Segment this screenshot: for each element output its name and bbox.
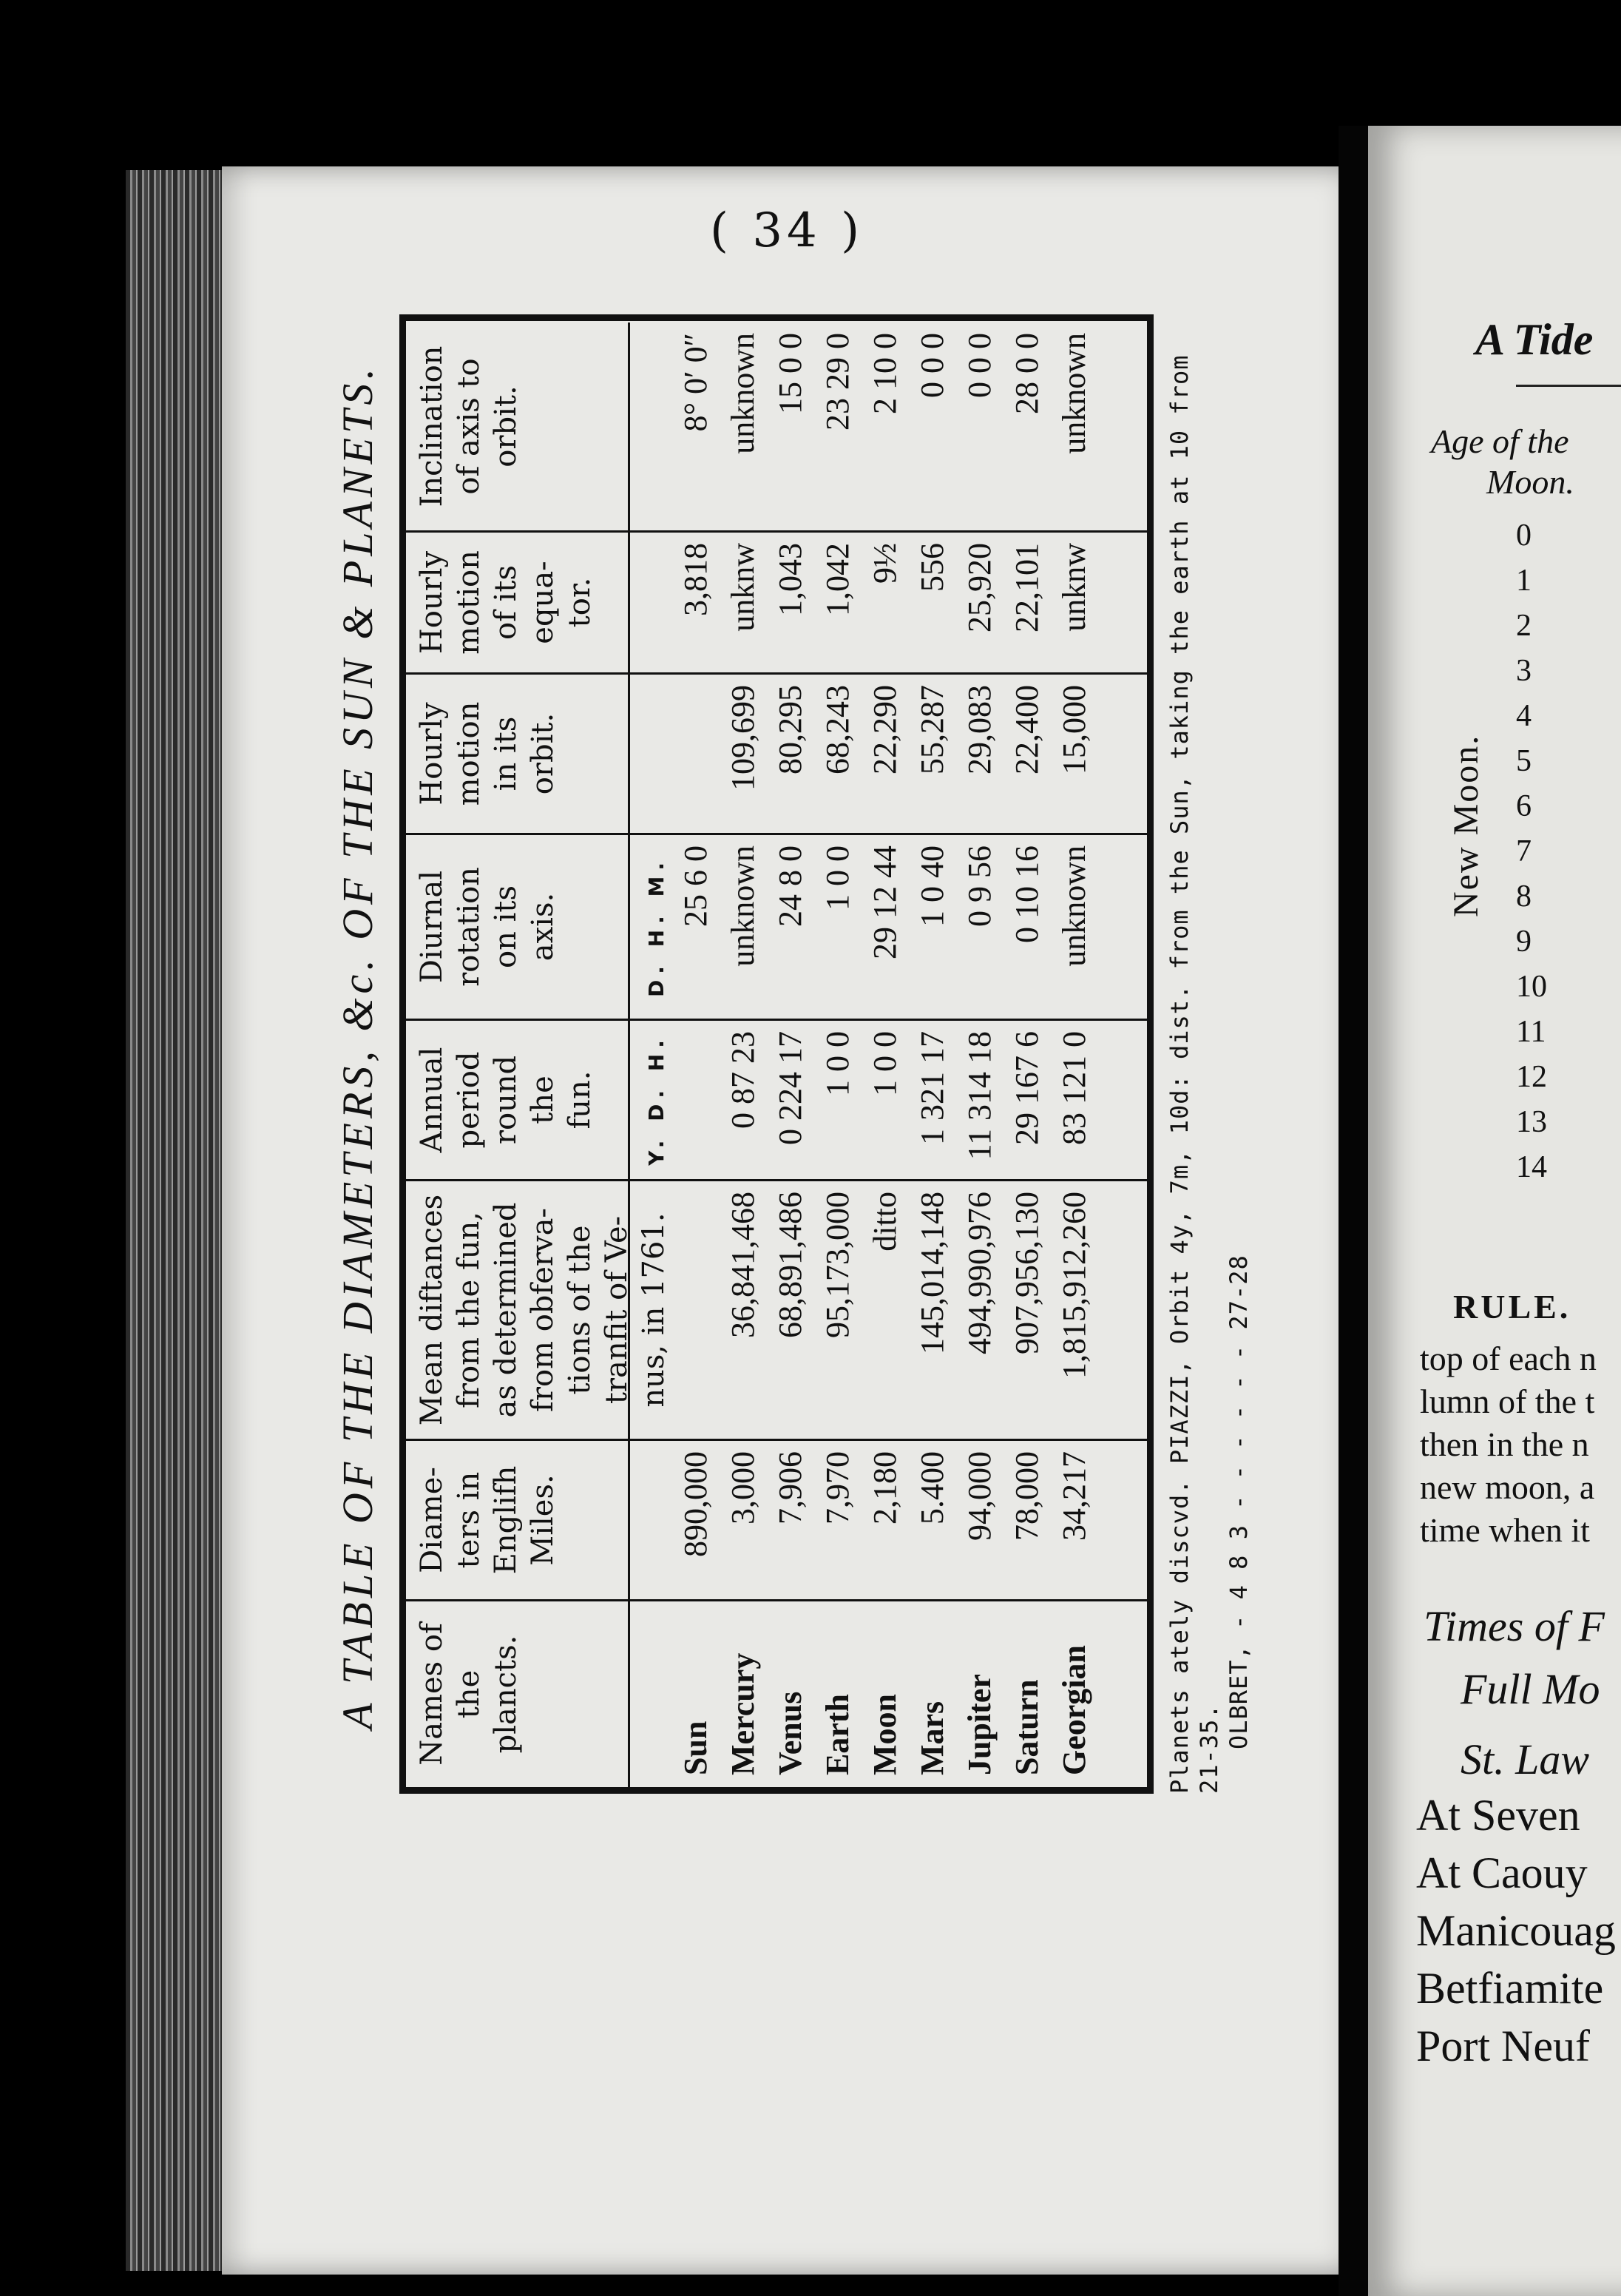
table-cell: 2,180 [867, 1451, 903, 1525]
table-cell: unknown [725, 333, 761, 454]
table-cell: 23 29 0 [819, 333, 856, 430]
table-cell: 29,083 [961, 685, 998, 774]
table-cell [672, 675, 720, 833]
table-cell: 1 0 0 [819, 1031, 856, 1096]
column-cells [672, 1021, 1098, 1179]
table-cell: 55,287 [914, 685, 950, 774]
column-header: Diurnal rotation on its axis. [415, 867, 560, 987]
table-cell [672, 1181, 720, 1439]
table-column-1 [406, 1441, 1147, 1601]
table-cell: 28 0 0 [1009, 333, 1045, 414]
table-cell: 3,000 [725, 1451, 761, 1525]
table-cell: 24 8 0 [772, 845, 808, 927]
right-page-title: A Tide [1475, 315, 1594, 364]
page-number: ( 34 ) [710, 203, 864, 258]
table-cell: 94,000 [961, 1451, 998, 1541]
table-cell: 7,970 [819, 1451, 856, 1525]
table-cell: Moon [867, 1694, 903, 1775]
header-rule [628, 1181, 630, 1439]
table-cell: 68,891,486 [772, 1192, 808, 1338]
place-name: Betfiamite [1416, 1964, 1604, 2013]
column-units: D. H. M. [644, 857, 669, 997]
times-of-heading: Times of F [1424, 1602, 1605, 1650]
rotated-table-block [333, 270, 1265, 1823]
table-cell: 78,000 [1009, 1451, 1045, 1541]
table-footnote [1165, 314, 1253, 1794]
header-rule [628, 1021, 630, 1179]
column-cells [672, 323, 1098, 530]
table-cell: Mars [914, 1701, 950, 1775]
column-cells [672, 1601, 1098, 1787]
table-cell: 68,243 [819, 685, 856, 774]
table-cell: unknown [725, 845, 761, 967]
table-cell: 0 0 0 [914, 333, 950, 398]
table-cell: 29 12 44 [867, 845, 903, 959]
header-rule [628, 1441, 630, 1599]
header-rule [628, 533, 630, 672]
table-column-4 [406, 835, 1147, 1021]
age-number: 1 [1516, 564, 1532, 598]
table-cell: unknw [725, 543, 761, 632]
table-cell: ditto [867, 1192, 903, 1252]
age-number: 11 [1516, 1015, 1546, 1049]
age-list [1516, 518, 1547, 1195]
table-cell: Earth [819, 1694, 856, 1775]
age-number: 7 [1516, 834, 1532, 868]
place-name: Manicouag [1416, 1906, 1616, 1955]
column-header: Diame- ters in Englifh Miles. [415, 1465, 560, 1575]
column-header: Inclination of axis to orbit. [415, 345, 523, 507]
table-column-2 [406, 1181, 1147, 1441]
table-cell: Venus [772, 1691, 808, 1775]
table-cell: Mercury [725, 1652, 761, 1775]
age-number: 0 [1516, 519, 1532, 553]
column-cells [672, 533, 1098, 672]
column-header: Mean diftances from the fun, as determined from obferva- tions of the tranfit of Ve- nus, in 1761. [415, 1194, 671, 1426]
column-cells [672, 835, 1098, 1019]
table-cell: 1,042 [819, 543, 856, 616]
table-cell: 109,699 [725, 685, 761, 791]
table-cell: 5.400 [914, 1451, 950, 1525]
table-column-7 [406, 323, 1147, 533]
table-column-3 [406, 1021, 1147, 1181]
table-cell: 29 167 6 [1009, 1031, 1045, 1145]
column-header: Hourly motion of its equa- tor. [415, 550, 597, 655]
footnote-line-1: Planets ately discvd. PIAZZI, Orbit 4y, 7m, 10d: dist. from the Sun, taking the earth at 10 from 21-35. [1165, 354, 1223, 1794]
rule-line: new moon, a [1420, 1468, 1595, 1506]
table-cell: unknown [1056, 333, 1092, 454]
table-cell: 80,295 [772, 685, 808, 774]
full-moon-heading: Full Mo [1461, 1665, 1600, 1713]
age-label-1: Age of the [1431, 422, 1569, 460]
table-cell: 7,906 [772, 1451, 808, 1525]
table-cell: Georgian [1056, 1645, 1092, 1775]
table-cell: 11 314 18 [961, 1031, 998, 1161]
rule-line: time when it [1420, 1511, 1590, 1549]
table-column-6 [406, 533, 1147, 675]
place-name: At Seven [1416, 1791, 1580, 1840]
age-number: 9 [1516, 925, 1532, 959]
age-number: 12 [1516, 1060, 1547, 1094]
table-cell: 907,956,130 [1009, 1192, 1045, 1354]
age-number: 8 [1516, 879, 1532, 914]
place-name: Port Neuf [1416, 2022, 1590, 2070]
table-title: A TABLE OF THE DIAMETERS, &c. OF THE SUN & PLANETS. [334, 364, 382, 1729]
column-header: Names of the plancts. [415, 1623, 523, 1766]
rule-line: then in the n [1420, 1425, 1589, 1463]
footnote-line-2: OLBRET, - 4 8 3 - - - - - - 27-28 [1225, 1255, 1253, 1749]
table-column-0 [406, 1601, 1147, 1787]
table-cell: 1,815,912,260 [1056, 1192, 1092, 1379]
new-moon-label: New Moon. [1446, 734, 1486, 917]
table-cell: 25 6 0 [677, 845, 714, 927]
table-cell: 3,818 [677, 543, 714, 616]
age-number: 2 [1516, 609, 1532, 643]
place-name: At Caouy [1416, 1848, 1588, 1897]
table-cell: 22,101 [1009, 543, 1045, 632]
header-rule [628, 835, 630, 1019]
column-cells [672, 1181, 1098, 1439]
age-label-2: Moon. [1486, 463, 1574, 501]
table-cell: Saturn [1009, 1679, 1045, 1775]
table-cell: Sun [677, 1721, 714, 1775]
table-cell: 0 9 56 [961, 845, 998, 927]
table-cell: 8° 0′ 0″ [677, 333, 714, 432]
table-cell: 22,290 [867, 685, 903, 774]
table-cell: 15 0 0 [772, 333, 808, 414]
table-cell: 34,217 [1056, 1451, 1092, 1541]
table-cell [672, 1021, 720, 1179]
table-cell: 36,841,468 [725, 1192, 761, 1338]
age-number: 13 [1516, 1105, 1547, 1139]
table-cell: 494,990,976 [961, 1192, 998, 1354]
age-number: 5 [1516, 744, 1532, 778]
column-header: Hourly motion in its orbit. [415, 701, 560, 806]
table-cell: 0 87 23 [725, 1031, 761, 1129]
table-column-5 [406, 675, 1147, 835]
header-rule [628, 1601, 630, 1787]
st-lawrence-heading: St. Law [1461, 1735, 1590, 1783]
table-cell: 1 0 0 [867, 1031, 903, 1096]
table-cell: 95,173,000 [819, 1192, 856, 1338]
table-cell: 556 [914, 543, 950, 592]
age-number: 10 [1516, 970, 1547, 1004]
rule-line: top of each n [1420, 1340, 1597, 1377]
table-cell: 1 321 17 [914, 1031, 950, 1145]
column-units: Y. D. H. [644, 1034, 669, 1166]
column-header: Annual period round the fun. [415, 1047, 597, 1153]
table-cell: 15,000 [1056, 685, 1092, 774]
table-cell: 0 0 0 [961, 333, 998, 398]
table-cell: 890,000 [677, 1451, 714, 1557]
age-number: 6 [1516, 789, 1532, 823]
rule-line: lumn of the t [1420, 1382, 1595, 1420]
table-cell: 9½ [867, 543, 903, 584]
table-cell: 1,043 [772, 543, 808, 616]
table-cell: 25,920 [961, 543, 998, 632]
header-rule [628, 323, 630, 530]
table-cell: unknw [1056, 543, 1092, 632]
age-number: 4 [1516, 699, 1532, 733]
table-cell: 2 10 0 [867, 333, 903, 414]
table-cell: 145,014,148 [914, 1192, 950, 1354]
planet-table [399, 314, 1154, 1794]
table-cell: 0 224 17 [772, 1031, 808, 1145]
age-number: 3 [1516, 654, 1532, 688]
table-cell: 1 0 40 [914, 845, 950, 927]
table-cell: 83 121 0 [1056, 1031, 1092, 1145]
table-cell: 22,400 [1009, 685, 1045, 774]
rule-label: RULE. [1453, 1288, 1571, 1326]
table-cell: unknown [1056, 845, 1092, 967]
book-fore-edge [126, 170, 229, 2271]
table-cell: Jupiter [961, 1674, 998, 1775]
table-cell: 1 0 0 [819, 845, 856, 911]
age-number: 14 [1516, 1150, 1547, 1184]
right-page-rule [1516, 385, 1621, 387]
column-cells [672, 675, 1098, 833]
column-cells [672, 1441, 1098, 1599]
header-rule [628, 675, 630, 833]
table-cell: 0 10 16 [1009, 845, 1045, 943]
